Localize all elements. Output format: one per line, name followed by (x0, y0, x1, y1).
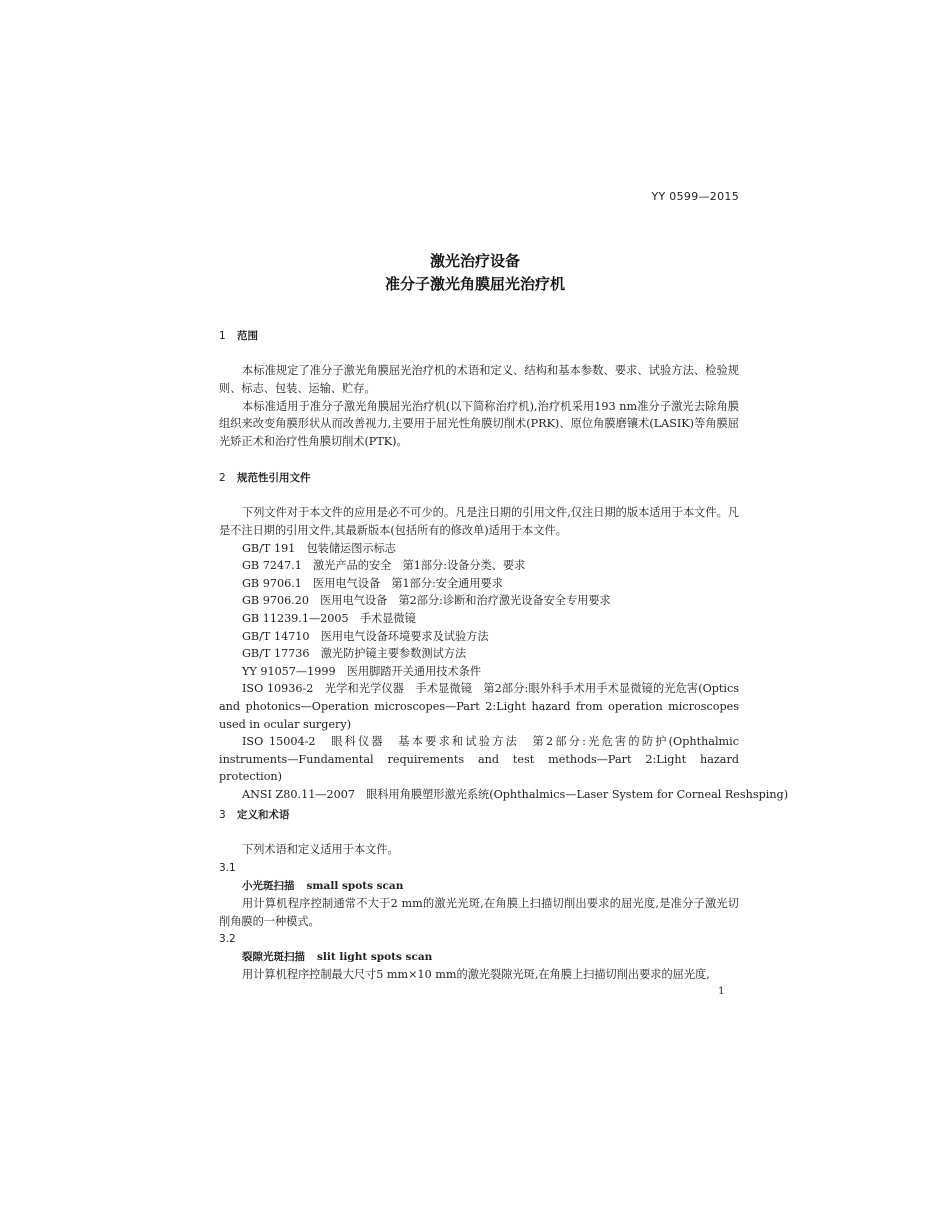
section-normative-refs (219, 469, 739, 487)
section-heading: 2 规范性引用文件 (219, 472, 311, 484)
reference-item: GB/T 191 包装储运图示标志 (242, 541, 396, 555)
reference-item: GB/T 17736 激光防护镜主要参数测试方法 (242, 647, 467, 661)
reference-item: GB/T 14710 医用电气设备环境要求及试验方法 (242, 629, 489, 643)
reference-item: ISO 15004-2 眼科仪器 基本要求和试验方法 第2部分:光危害的防护(Ophthalmic instruments—Fundamental requirements and test methods—Part 2:Light hazard protection) (219, 735, 739, 784)
document-title (0, 250, 950, 296)
clause-number: 3.2 (219, 933, 236, 946)
section-scope-body (219, 362, 739, 451)
clause-number: 3.1 (219, 861, 236, 874)
reference-item: ANSI Z80.11—2007 眼科用角膜塑形激光系统(Ophthalmics—Laser System for Corneal Reshsping) (242, 787, 789, 801)
reference-item: YY 91057—1999 医用脚踏开关通用技术条件 (242, 664, 482, 678)
reference-item: GB 9706.20 医用电气设备 第2部分:诊断和治疗激光设备安全专用要求 (242, 594, 611, 608)
paragraph: 本标准适用于准分子激光角膜屈光治疗机(以下简称治疗机),治疗机采用193 nm准分子激光去除角膜组织来改变角膜形状从而改善视力,主要用于屈光性角膜切削术(PRK)、原位角膜磨镶术(LASIK)等角膜屈光矫正术和治疗性角膜切削术(PTK)。 (219, 399, 739, 449)
reference-item: GB 9706.1 医用电气设备 第1部分:安全通用要求 (242, 576, 503, 590)
reference-item: GB 11239.1—2005 手术显微镜 (242, 611, 416, 625)
paragraph: 下列术语和定义适用于本文件。 (242, 843, 399, 856)
section-terms-body (219, 841, 739, 984)
section-scope (219, 327, 739, 345)
section-normative-refs-body (219, 504, 789, 804)
section-heading: 1 范围 (219, 330, 258, 342)
section-terms (219, 806, 739, 824)
reference-item: ISO 10936-2 光学和光学仪器 手术显微镜 第2部分:眼外科手术用手术显微镜的光危害(Optics and photonics—Operation microscopes—Part 2:Light hazard from operation microscopes used in ocular surgery) (219, 682, 739, 731)
term-title: 小光斑扫描 small spots scan (242, 879, 404, 892)
paragraph: 下列文件对于本文件的应用是必不可少的。凡是注日期的引用文件,仅注日期的版本适用于本文件。凡是不注日期的引用文件,其最新版本(包括所有的修改单)适用于本文件。 (219, 506, 739, 537)
paragraph: 本标准规定了准分子激光角膜屈光治疗机的术语和定义、结构和基本参数、要求、试验方法、检验规则、标志、包装、运输、贮存。 (219, 364, 739, 395)
term-definition: 用计算机程序控制最大尺寸5 mm×10 mm的激光裂隙光斑,在角膜上扫描切削出要求的屈光度, (242, 968, 710, 982)
title-line-2: 准分子激光角膜屈光治疗机 (384, 275, 565, 293)
section-heading: 3 定义和术语 (219, 809, 290, 821)
reference-item: GB 7247.1 激光产品的安全 第1部分:设备分类、要求 (242, 559, 526, 573)
term-title: 裂隙光斑扫描 slit light spots scan (242, 951, 433, 964)
page-number: 1 (718, 985, 725, 997)
title-line-1: 激光治疗设备 (429, 252, 520, 270)
standard-code: YY 0599—2015 (651, 190, 739, 203)
term-definition: 用计算机程序控制通常不大于2 mm的激光光斑,在角膜上扫描切削出要求的屈光度,是准分子激光切削角膜的一种模式。 (219, 896, 739, 928)
